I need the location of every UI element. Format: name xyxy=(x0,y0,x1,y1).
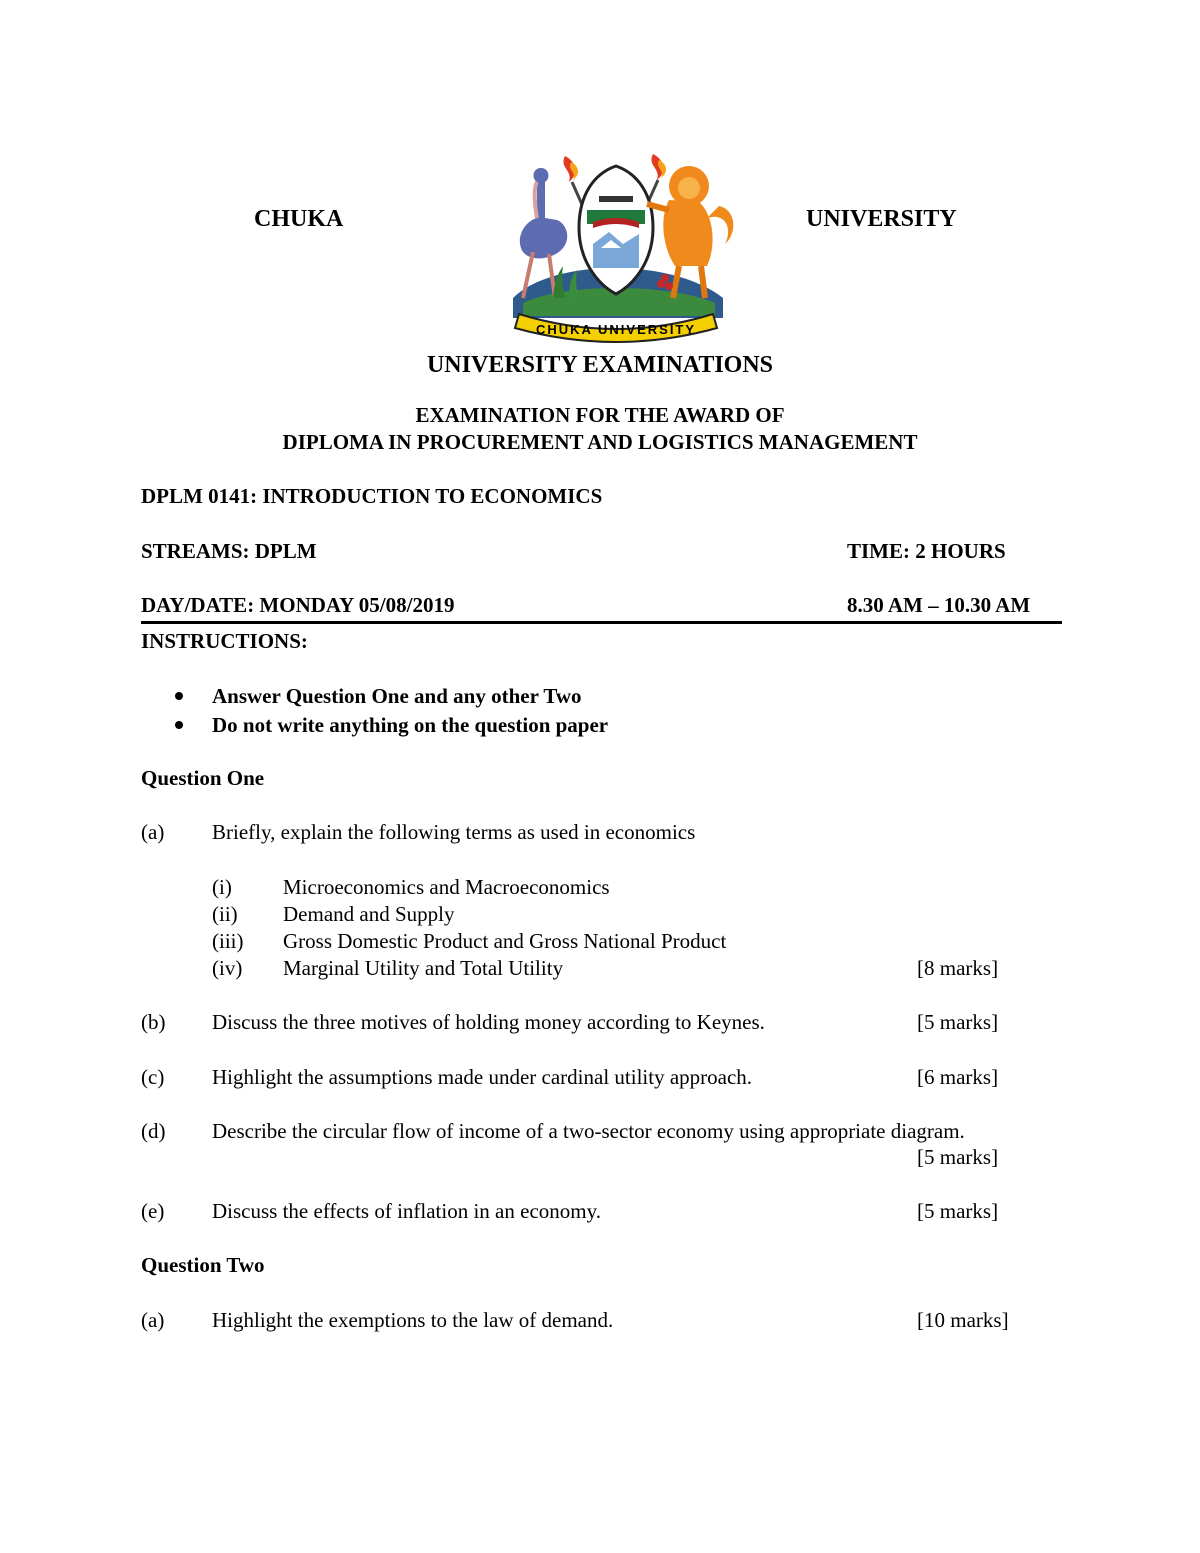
course-code-title: DPLM 0141: INTRODUCTION TO ECONOMICS xyxy=(141,484,603,508)
q2a-text: Highlight the exemptions to the law of demand. xyxy=(212,1308,614,1332)
instruction-item: Answer Question One and any other Two xyxy=(212,684,582,708)
q1d-label: (d) xyxy=(141,1119,166,1143)
q1b-label: (b) xyxy=(141,1010,166,1034)
q1a-subitem-num: (ii) xyxy=(212,902,238,926)
exam-day-date: DAY/DATE: MONDAY 05/08/2019 xyxy=(141,593,455,617)
award-line-1: EXAMINATION FOR THE AWARD OF xyxy=(415,403,785,427)
q1a-subitem-text: Microeconomics and Macroeconomics xyxy=(283,875,610,899)
q1e-text: Discuss the effects of inflation in an economy. xyxy=(212,1199,601,1223)
q1a-subitem-text: Marginal Utility and Total Utility xyxy=(283,956,564,980)
q2a-label: (a) xyxy=(141,1308,165,1332)
header-left-word: CHUKA xyxy=(254,206,344,232)
q1a-marks: [8 marks] xyxy=(917,956,999,980)
exam-time-range: 8.30 AM – 10.30 AM xyxy=(847,593,1031,617)
exam-duration: TIME: 2 HOURS xyxy=(847,539,1006,563)
q1a-label: (a) xyxy=(141,820,165,844)
motto-banner-icon xyxy=(515,314,717,342)
q1a-subitem-num: (iv) xyxy=(212,956,243,980)
header-right-word: UNIVERSITY xyxy=(806,206,957,232)
bullet-icon xyxy=(175,692,183,700)
q1d-text: Describe the circular flow of income of a two-sector economy using appropriate diagram. xyxy=(212,1119,965,1143)
streams: STREAMS: DPLM xyxy=(141,539,317,563)
crest-banner-text: CHUKA UNIVERSITY xyxy=(535,322,697,337)
q1c-marks: [6 marks] xyxy=(917,1065,999,1089)
divider-rule xyxy=(141,621,1062,624)
q1c-text: Highlight the assumptions made under cardinal utility approach. xyxy=(212,1065,753,1089)
q1a-subitem-num: (iii) xyxy=(212,929,244,953)
q1d-marks: [5 marks] xyxy=(917,1145,999,1169)
q2a-marks: [10 marks] xyxy=(917,1308,1009,1332)
bullet-icon xyxy=(175,721,183,729)
instruction-item: Do not write anything on the question paper xyxy=(212,713,609,737)
page-title: UNIVERSITY EXAMINATIONS xyxy=(426,352,774,378)
q1b-marks: [5 marks] xyxy=(917,1010,999,1034)
q1a-text: Briefly, explain the following terms as used in economics xyxy=(212,820,696,844)
instructions-heading: INSTRUCTIONS: xyxy=(141,629,308,653)
q1a-subitem-text: Demand and Supply xyxy=(283,902,455,926)
question-two-heading: Question Two xyxy=(141,1253,265,1277)
q1b-text: Discuss the three motives of holding money according to Keynes. xyxy=(212,1010,765,1034)
q1c-label: (c) xyxy=(141,1065,165,1089)
q1a-subitem-num: (i) xyxy=(212,875,232,899)
q1e-marks: [5 marks] xyxy=(917,1199,999,1223)
award-line-2: DIPLOMA IN PROCUREMENT AND LOGISTICS MANAGEMENT xyxy=(282,430,918,454)
q1a-subitem-text: Gross Domestic Product and Gross National Product xyxy=(283,929,727,953)
q1e-label: (e) xyxy=(141,1199,165,1223)
university-crest-logo xyxy=(493,148,739,344)
question-one-heading: Question One xyxy=(141,766,265,790)
